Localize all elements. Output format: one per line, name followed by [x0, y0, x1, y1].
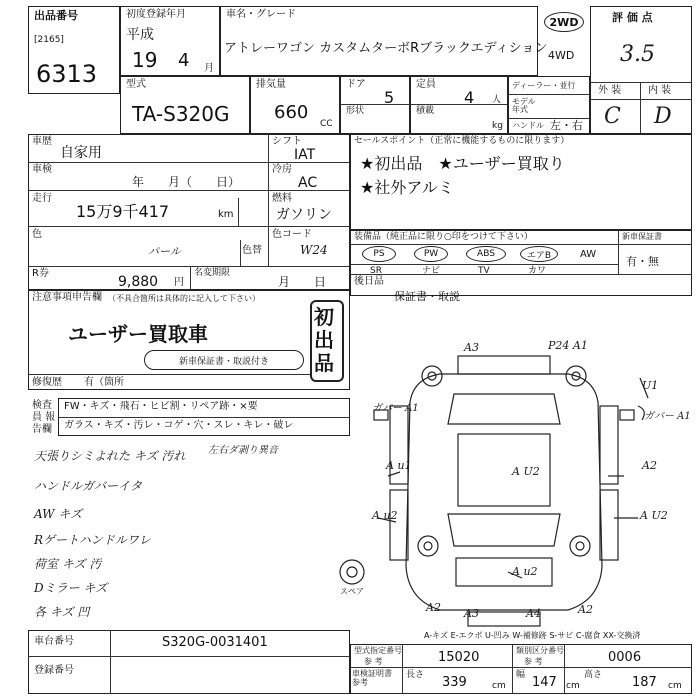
selling-line2: ★社外アルミ [360, 178, 454, 197]
model-label: 型式 [126, 79, 146, 90]
mark-right-mid: A2 [642, 459, 657, 472]
shift-value: IAT [294, 147, 316, 163]
auction-sheet [28, 6, 692, 694]
score-label: 評 価 点 [612, 11, 653, 24]
equip-navi: ナビ [422, 266, 441, 276]
equip-aw: AW [580, 249, 597, 260]
type-ref-label: 参 考 [364, 657, 383, 666]
interior-value: D [654, 104, 672, 129]
equip-tv: TV [478, 266, 490, 276]
capacity-label: 定員 [416, 79, 436, 90]
documents-value: 保証書・取説 [394, 290, 460, 303]
equip-pw: PW [414, 246, 448, 262]
inspector-label: 検査員 報告欄 [32, 400, 56, 435]
ac-value: AC [298, 175, 318, 191]
equip-abs: ABS [466, 246, 506, 262]
inspector-note-2: ハンドルガバーイタ [34, 479, 143, 493]
mark-front-right: P24 A1 [548, 339, 588, 352]
inspector-note-1: 天張りシミよれた キズ 汚れ [34, 449, 186, 463]
dealer-label: ディーラー・並行 [512, 81, 576, 90]
inspector-note-7: 各 キズ 凹 [34, 605, 90, 619]
spare-label: スペア [340, 587, 364, 596]
warranty-text: 新車保証書・取説付き [144, 350, 304, 370]
buyback-text: ユーザー買取車 [68, 322, 208, 346]
class-ref-label: 参 考 [524, 657, 543, 666]
mark-right-top: U1 [642, 379, 659, 392]
caution-sub: （不具合箇所は具体的に記入して下さい） [108, 294, 260, 303]
width-unit: cm [566, 681, 580, 691]
mark-left-rear: A u2 [372, 509, 398, 522]
mark-rear-a4: A4 [526, 607, 541, 620]
inspection-value: 年 月（ 日） [132, 175, 241, 189]
width-label: 幅 [516, 670, 526, 680]
shift-label: シフト [272, 136, 302, 147]
interior-label: 内 装 [648, 85, 672, 96]
handle-label: ハンドル [512, 121, 544, 130]
fuel-value: ガソリン [276, 207, 332, 223]
month-unit: 月 [204, 63, 214, 74]
model-year-label: モデル 年式 [512, 97, 536, 114]
equipment-header: 装備品（純正品に限り○印をつけて下さい） [354, 232, 533, 242]
class-no-value: 0006 [608, 650, 642, 665]
first-reg-label: 初度登録年月 [126, 9, 186, 20]
color-value: パール [148, 245, 181, 258]
kg-unit: kg [492, 121, 503, 131]
first-stamp: 初出品 [314, 305, 334, 375]
size-label: 車検証明書 参考 [352, 669, 392, 687]
equip-sr: SR [370, 266, 382, 276]
score-value: 3.5 [620, 42, 655, 67]
mark-left-cover: ガバー A1 [372, 403, 419, 414]
caution-label: 注意事項申告欄 [32, 292, 102, 303]
model-value: TA-S320G [132, 102, 230, 126]
chassis-value: S320G-0031401 [162, 635, 268, 650]
fuel-label: 燃料 [272, 193, 292, 204]
mark-rear-center: A u2 [512, 565, 538, 578]
era: 平成 [126, 27, 154, 43]
recycle-label: R券 [32, 268, 49, 279]
drive-2wd: 2WD [544, 12, 584, 32]
mark-right-rear: A U2 [640, 509, 668, 522]
mark-right-cover: ガバー A1 [644, 411, 691, 422]
person-unit: 人 [492, 95, 502, 105]
legend: A-キズ E-エクボ U-凹み W-補修跡 S-サビ C-腐食 XX-交換済 [424, 631, 641, 640]
documents-label: 後日品 [354, 276, 384, 287]
type-no-value: 15020 [438, 650, 480, 665]
color-code-label: 色コード [272, 229, 312, 240]
reg-no-label: 登録番号 [34, 665, 74, 676]
color-change-label: 色替 [242, 245, 262, 256]
length-value: 339 [442, 675, 467, 690]
length-unit: cm [492, 681, 506, 691]
transfer-label: 名変期限 [194, 268, 231, 278]
yen-unit: 円 [174, 277, 184, 288]
equip-ps: PS [362, 246, 396, 262]
drive-4wd: 4WD [548, 49, 575, 62]
doors-value: 5 [384, 88, 395, 107]
mileage-value: 15万9千417 [76, 202, 170, 221]
lot-label: 出品番号 [34, 9, 78, 22]
new-warranty-label: 新車保証書 [622, 232, 662, 241]
height-value: 187 [632, 675, 657, 690]
inspector-stamp-note: 左右ダ剥り異音 [208, 445, 278, 456]
history-label: 車歴 [32, 136, 52, 147]
ac-label: 冷房 [272, 164, 292, 175]
handle-value: 左・右 [550, 119, 583, 132]
mileage-label: 走行 [32, 193, 52, 204]
height-label: 高さ [584, 670, 603, 680]
reg-year: 19 [132, 48, 158, 72]
lot-number: 6313 [36, 60, 98, 88]
shape-label: 形状 [346, 106, 365, 116]
cc-unit: CC [320, 119, 333, 129]
inspector-note-4: Rゲートハンドルワレ [34, 533, 151, 547]
color-label: 色 [32, 229, 42, 240]
inspector-row2: ガラス・キズ・汚レ・コゲ・穴・スレ・キレ・破レ [64, 420, 294, 431]
name-grade-label: 車名・グレード [226, 9, 296, 20]
exterior-label: 外 装 [598, 85, 622, 96]
selling-header: セールスポイント（正常に機能するものに限ります） [354, 136, 570, 146]
inspector-row1: FW・キズ・飛石・ヒビ割・リペア跡・×要 [64, 401, 258, 412]
length-label: 長さ [406, 670, 425, 680]
mark-front: A3 [464, 341, 479, 354]
equip-airbag: エアB [520, 246, 558, 262]
type-no-label: 型式指定番号 [354, 646, 402, 655]
capacity-value: 4 [464, 88, 475, 107]
repair-value: 有（箇所 [84, 377, 124, 388]
exterior-value: C [604, 104, 621, 129]
lot-sub: [2165] [34, 35, 64, 45]
car-name: アトレーワゴン カスタムターボRブラックエディション [224, 41, 548, 56]
mark-center: A U2 [512, 465, 540, 478]
inspection-label: 車検 [32, 164, 52, 175]
height-unit: cm [668, 681, 682, 691]
load-label: 積載 [416, 106, 435, 116]
reg-month: 4 [178, 50, 190, 71]
displacement-label: 排気量 [256, 79, 286, 90]
history-value: 自家用 [60, 145, 102, 161]
width-value: 147 [532, 675, 557, 690]
repair-label: 修復歴 [32, 377, 62, 388]
recycle-value: 9,880 [118, 274, 159, 290]
inspector-note-5: 荷室 キズ 汚 [34, 557, 102, 571]
mark-rear-a3: A3 [464, 607, 479, 620]
chassis-label: 車台番号 [34, 636, 74, 647]
equip-leather: カワ [528, 266, 547, 276]
mark-rear-right: A2 [578, 603, 593, 616]
mark-rear-left: A2 [426, 601, 441, 614]
inspector-note-6: Dミラー キズ [34, 581, 108, 595]
inspector-note-3: AW キズ [34, 507, 83, 521]
doors-label: ドア [346, 79, 366, 90]
km-unit: km [218, 209, 234, 220]
warranty-value: 有・無 [626, 255, 659, 268]
transfer-value: 月 日 [278, 275, 327, 289]
mark-left-mid: A u1 [386, 459, 412, 472]
displacement-value: 660 [274, 102, 309, 123]
selling-line1: ★初出品 ★ユーザー買取り [360, 154, 565, 173]
color-code-value: W24 [300, 243, 328, 257]
class-no-label: 類別区分番号 [516, 646, 564, 655]
